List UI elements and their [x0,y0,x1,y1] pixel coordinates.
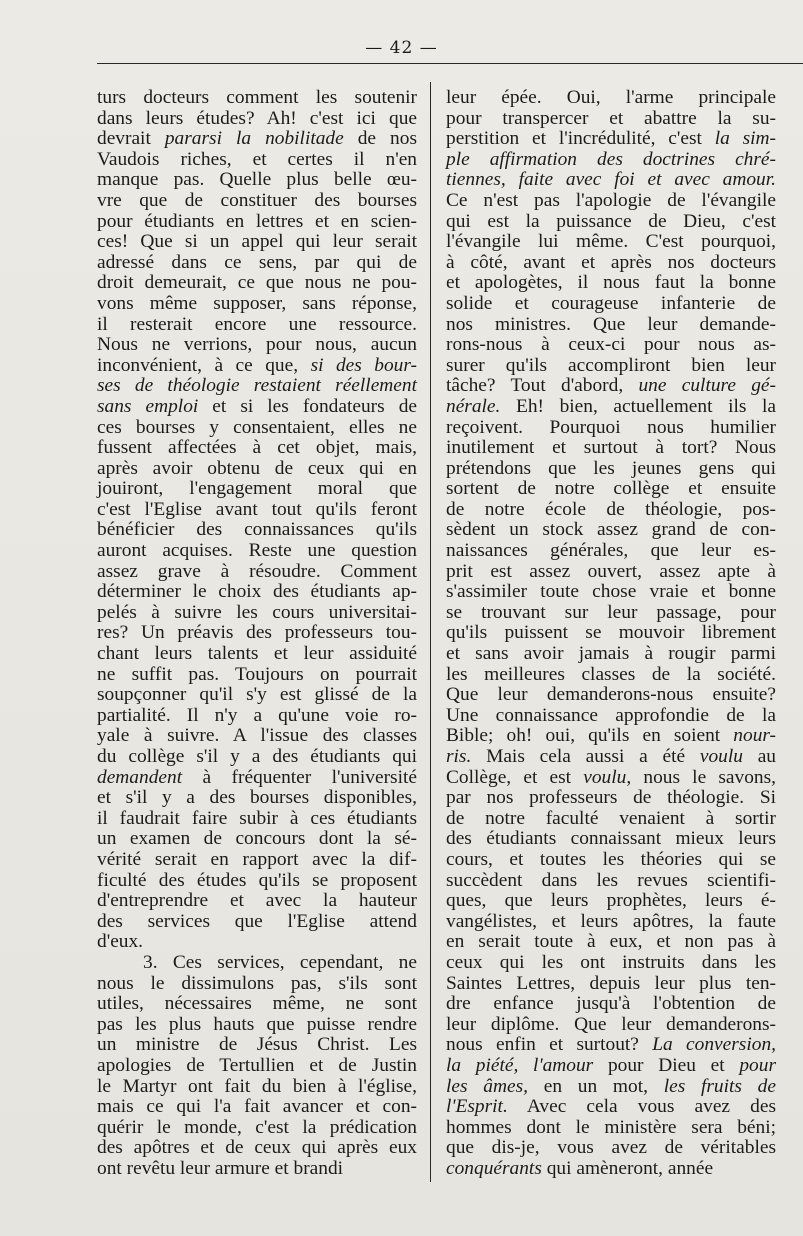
text-line: Nous ne verrions, pour nous, aucun [97,334,417,356]
text-line: ses de théologie restaient réellement [97,375,417,397]
text-line: yale à suivre. A l'issue des classes [97,725,417,747]
text-line: Ce n'est pas l'apologie de l'évangile [446,189,776,211]
text-line: par nos professeurs de théologie. Si [446,787,776,809]
text-line: Saintes Lettres, depuis leur plus ten- [446,972,776,994]
text-line: devrait pararsi la nobilitade de nos [97,128,417,150]
text-line: assez grave à résoudre. Comment [97,560,417,582]
text-line: chant leurs talents et leur assiduité [97,643,417,665]
text-line: leur diplôme. Que leur demanderons- [446,1013,776,1035]
text-line: des apôtres et de ceux qui après eux [97,1137,417,1159]
text-line: inutilement et surtout à tort? Nous [446,437,776,459]
text-line: cours, et toutes les théories qui se [446,848,776,870]
text-line: apologies de Tertullien et de Justin [97,1054,417,1076]
text-line: jouiront, l'engagement moral que [97,478,417,500]
text-line: nos ministres. Que leur demande- [446,313,776,335]
header-rule [97,63,803,64]
text-line: de notre faculté venaient à sortir [446,807,776,829]
text-line: que dis-je, vous avez de véritables [446,1137,776,1159]
text-line: à côté, avant et après nos docteurs [446,251,776,273]
text-line: il resterait encore une ressource. [97,313,417,335]
text-line: succèdent dans les revues scientifi- [446,869,776,891]
text-line: tâche? Tout d'abord, une culture gé- [446,375,776,397]
text-line: c'est l'Eglise avant tout qu'ils feront [97,498,417,520]
text-line: perstition et l'incrédulité, c'est la sim- [446,128,776,150]
text-line: qui est la puissance de Dieu, c'est [446,210,776,232]
text-line: conquérants qui amèneront, année [446,1157,714,1179]
text-line: sèdent un stock assez grand de con- [446,519,776,541]
text-line: solide et courageuse infanterie de [446,292,776,314]
text-line: ple affirmation des doctrines chré- [446,148,776,170]
text-line: reçoivent. Pourquoi nous humilier [446,416,776,438]
text-line: Vaudois riches, et certes il n'en [97,148,417,170]
column-divider [430,82,431,1182]
text-line: fussent affectées à cet objet, mais, [97,437,417,459]
text-line: vre que de constituer des bourses [97,189,417,211]
right-column [446,88,776,1179]
text-line: quérir le monde, c'est la prédication [97,1116,417,1138]
text-line: dre enfance jusqu'à l'obtention de [446,993,776,1015]
text-line: vons même supposer, sans réponse, [97,292,417,314]
text-line: l'Esprit. Avec cela vous avez des [446,1096,776,1118]
text-line: bénéficier des connaissances qu'ils [97,519,417,541]
text-line: de notre école de théologie, pos- [446,498,776,520]
text-line: vérité serait en rapport avec la dif- [97,848,417,870]
text-line: ces bourses y consentaient, elles ne [97,416,417,438]
left-column [97,88,417,1179]
text-line: nérale. Eh! bien, actuellement ils la [446,395,776,417]
text-line: utiles, nécessaires même, ne sont [97,993,417,1015]
text-line: pour étudiants en lettres et en scien- [97,210,417,232]
text-line: un ministre de Jésus Christ. Les [97,1034,417,1056]
text-line: res? Un préavis des professeurs tou- [97,622,417,644]
text-line: du collège s'il y a des étudiants qui [97,746,417,767]
text-line: le Martyr ont fait du bien à l'église, [97,1075,417,1097]
text-line: tiennes, faite avec foi et avec amour. [446,169,776,191]
text-line: les meilleures classes de la société. [446,663,776,685]
text-line: dans leurs études? Ah! c'est ici que [97,107,417,129]
text-line: ques, que leurs prophètes, leurs é- [446,890,776,912]
text-line: d'eux. [97,931,144,953]
text-line: l'évangile lui même. C'est pourquoi, [446,231,776,253]
text-line: et s'il y a des bourses disponibles, [97,787,417,809]
text-line: vangélistes, et leurs apôtres, la faute [446,910,776,932]
text-line: sans emploi et si les fondateurs de [97,395,417,417]
text-line: manque pas. Quelle plus belle œu- [97,169,417,191]
text-line: sortent de notre collège et ensuite [446,478,776,500]
text-line: Une connaissance approfondie de la [446,704,776,726]
text-line: pas les plus hauts que puisse rendre [97,1013,417,1035]
text-line: et apologètes, il nous faut la bonne [446,272,776,294]
text-line: Collège, et est voulu, nous le savons, [446,766,776,788]
text-line: leur épée. Oui, l'arme principale [446,87,776,108]
text-line: pelés à suivre les cours universitai- [97,601,417,623]
text-line: hommes dont le ministère sera béni; [446,1116,776,1138]
text-line: ces! Que si un appel qui leur serait [97,231,417,253]
text-line: déterminer le choix des étudiants ap- [97,581,417,603]
text-line: partialité. Il n'y a qu'une voie ro- [97,704,417,726]
text-line: ont revêtu leur armure et brandi [97,1157,344,1179]
text-line: ris. Mais cela aussi a été voulu au [446,746,776,767]
text-line: d'entreprendre et avec la hauteur [97,890,417,912]
text-line: pour transpercer et abattre la su- [446,107,776,129]
page-number: — 42 — [365,38,438,58]
text-line: prit est assez ouvert, assez apte à [446,560,776,582]
text-line: se trouvant sur leur passage, pour [446,601,776,623]
text-line: demandent à fréquenter l'université [97,766,417,788]
text-line: ne suffit pas. Toujours on pourrait [97,663,417,685]
text-line: nous enfin et surtout? La conversion, [446,1034,776,1056]
text-line: nous le dissimulons pas, s'ils sont [97,972,417,994]
text-line: prétendons que les jeunes gens qui [446,457,776,479]
text-line: les âmes, en un mot, les fruits de [446,1075,776,1097]
text-line: surer qu'ils accompliront bien leur [446,354,776,376]
text-line: 3. Ces services, cependant, ne [143,951,417,973]
text-line: Que leur demanderons-nous ensuite? [446,684,776,706]
text-line: inconvénient, à ce que, si des bour- [97,354,417,376]
text-line: rons-nous à ceux-ci pour nous as- [446,334,776,356]
text-line: s'assimiler toute chose vraie et bonne [446,581,776,603]
text-line: qu'ils puissent se mouvoir librement [446,622,776,644]
text-line: un examen de concours dont la sé- [97,828,417,850]
text-line: mais ce qui l'a fait avancer et con- [97,1096,417,1118]
text-line: des services que l'Eglise attend [97,910,417,932]
text-line: soupçonner qu'il s'y est glissé de la [97,684,417,706]
text-line: des étudiants connaissant mieux leurs [446,828,776,850]
text-line: naissances générales, que leur es- [446,540,776,562]
text-line: droit demeurait, ce que nous ne pou- [97,272,417,294]
text-line: ficulté des études qu'ils se proposent [97,869,417,891]
text-line: turs docteurs comment les soutenir [97,87,417,108]
text-line: adressé dans ce sens, par qui de [97,251,417,273]
text-line: en serait toute à eux, et non pas à [446,931,776,953]
text-line: et sans avoir jamais à rougir parmi [446,643,776,665]
text-line: après avoir obtenu de ceux qui en [97,457,417,479]
text-line: la piété, l'amour pour Dieu et pour [446,1054,776,1076]
text-line: auront acquises. Reste une question [97,540,417,562]
text-line: Bible; oh! oui, qu'ils en soient nour- [446,725,776,747]
text-line: ceux qui les ont instruits dans les [446,951,776,973]
text-line: il faudrait faire subir à ces étudiants [97,807,417,829]
